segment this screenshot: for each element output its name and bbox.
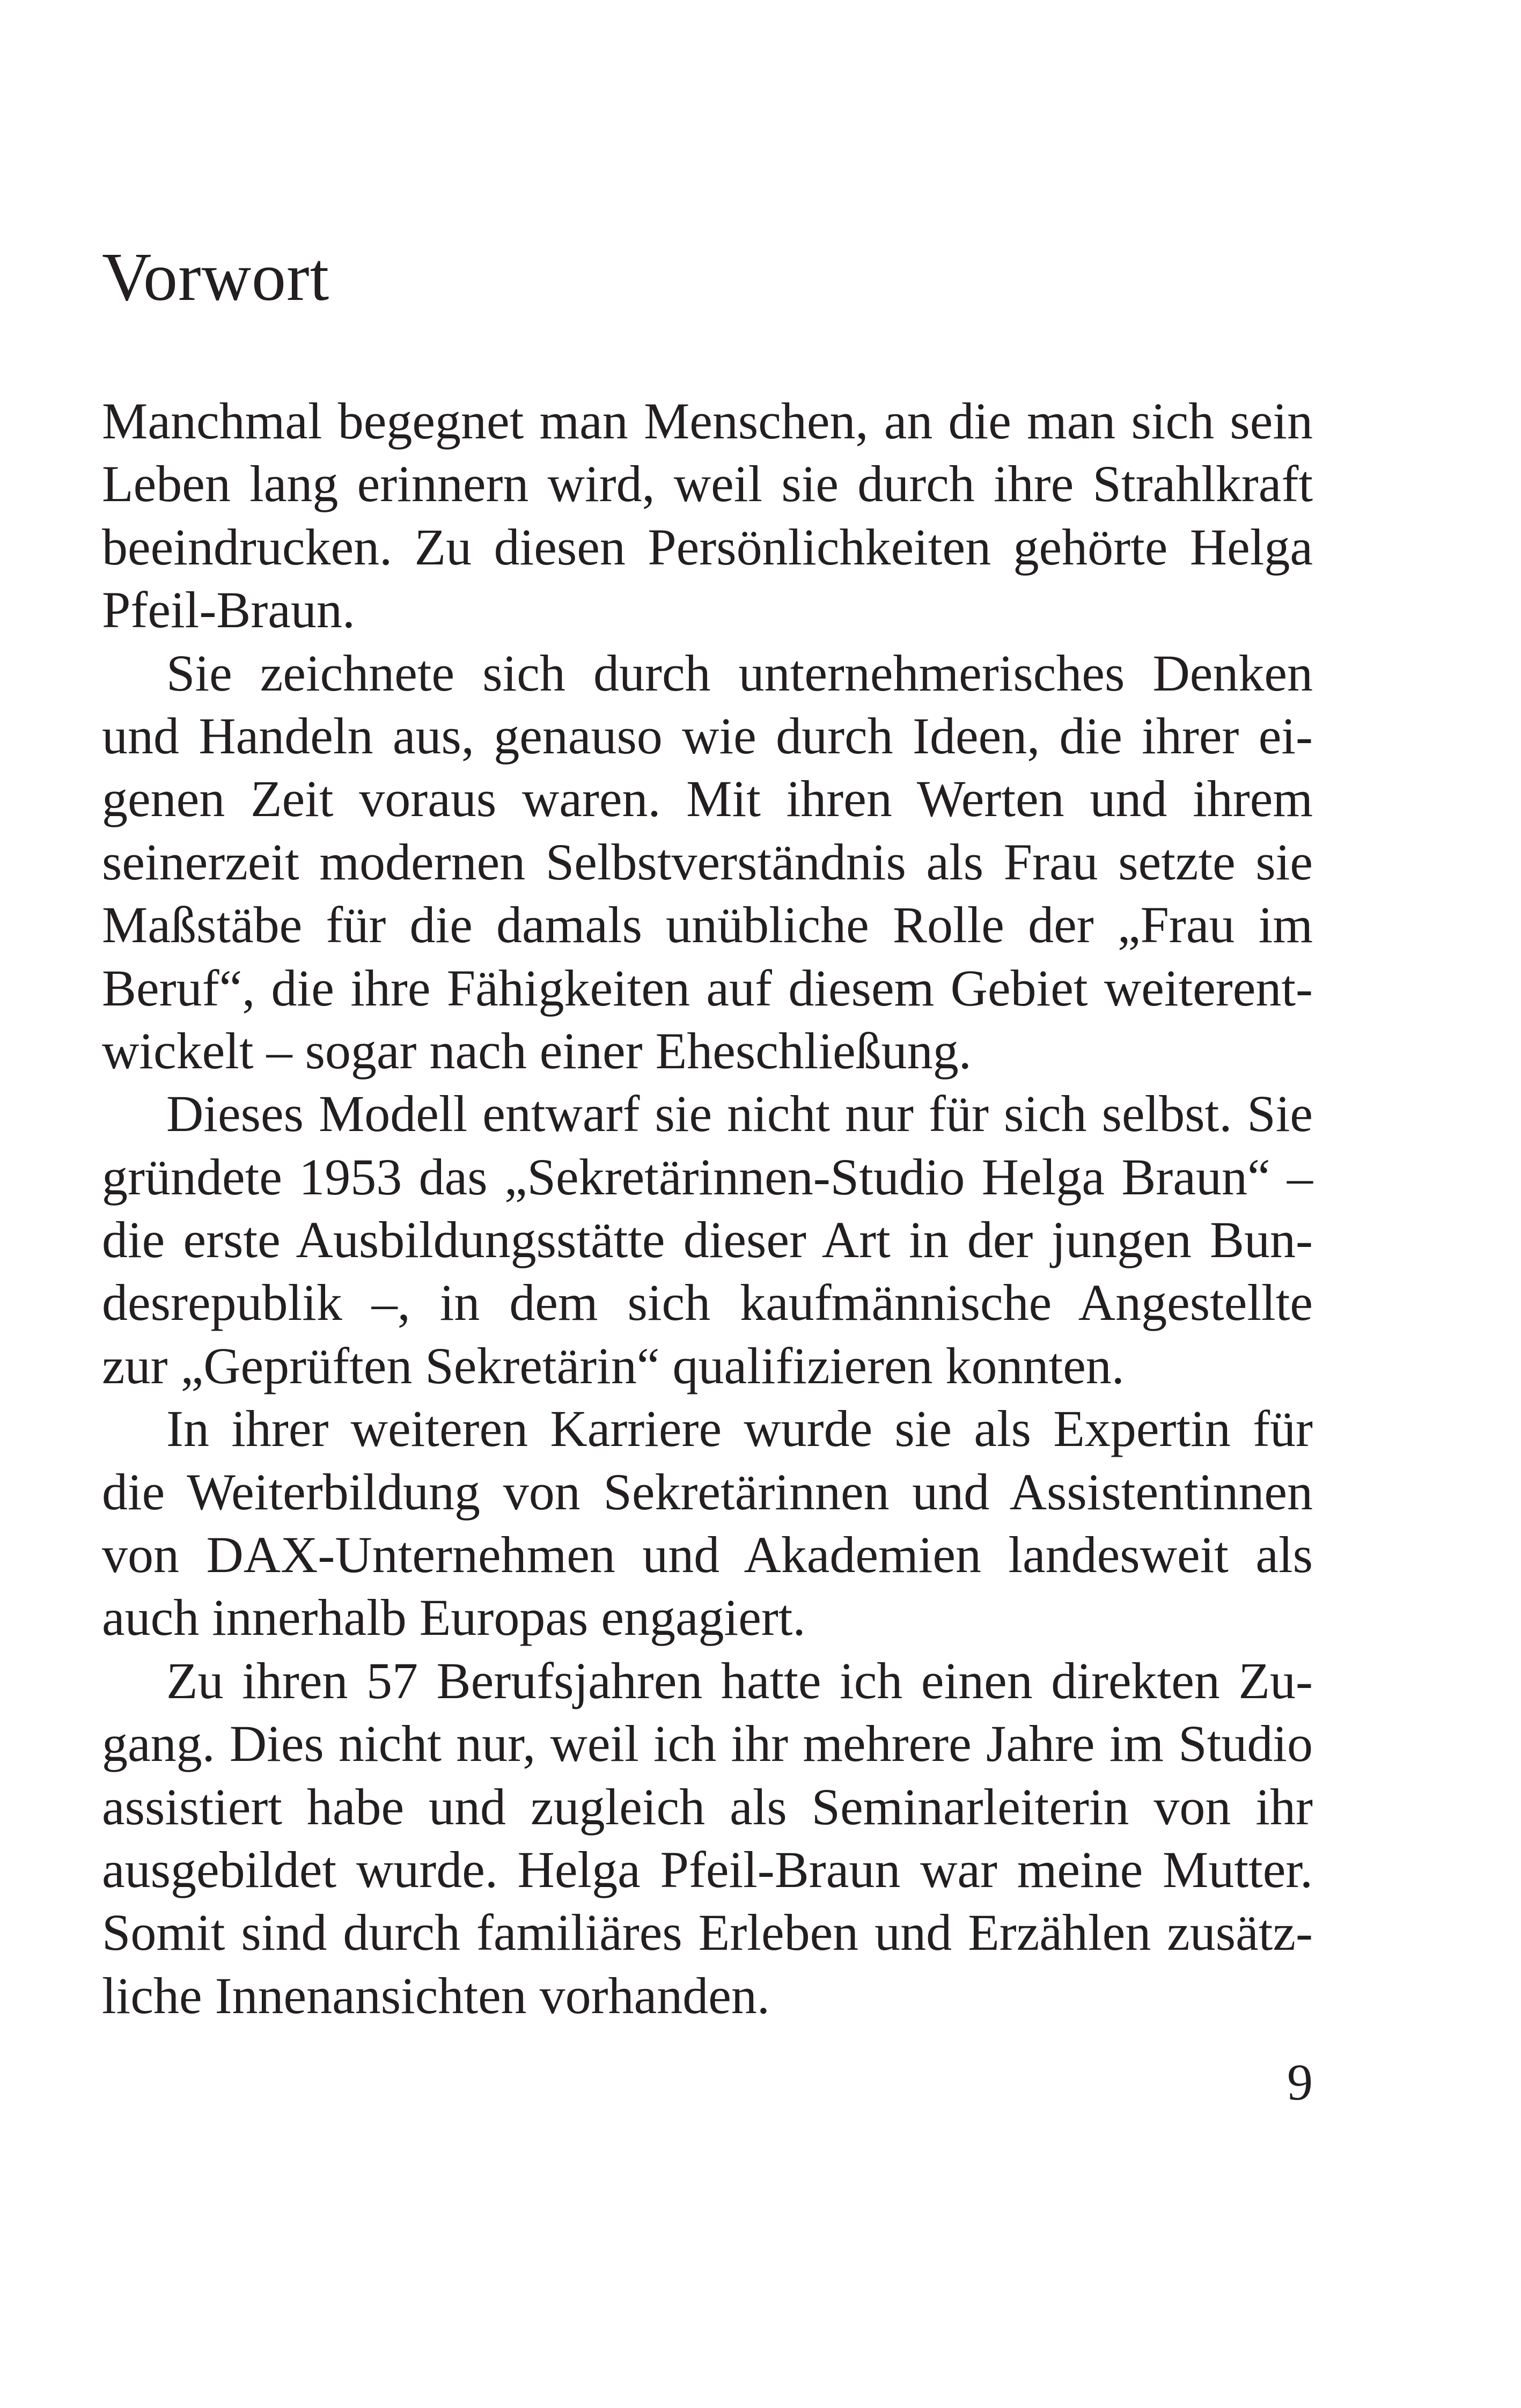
text-line: genen Zeit voraus waren. Mit ihren Werten und ihrem	[102, 770, 1313, 828]
text-line: Sie zeichnete sich durch unternehmerisches Denken	[166, 644, 1313, 702]
text-line: gründete 1953 das „Sekretärinnen-Studio Helga Braun“ –	[102, 1148, 1313, 1206]
text-line: In ihrer weiteren Karriere wurde sie als Expertin für	[166, 1400, 1313, 1458]
text-line: wickelt – sogar nach einer Eheschließung.	[102, 1022, 972, 1080]
text-line: Manchmal begegnet man Menschen, an die man sich sein	[102, 392, 1313, 450]
text-line: Pfeil-Braun.	[102, 581, 355, 639]
text-line: und Handeln aus, genauso wie durch Ideen, die ihrer ei-	[102, 707, 1313, 765]
text-line: desrepublik –, in dem sich kaufmännische Angestellte	[102, 1274, 1313, 1332]
text-line: Zu ihren 57 Berufsjahren hatte ich einen direkten Zu-	[166, 1651, 1313, 1709]
text-line: die erste Ausbildungsstätte dieser Art in der jungen Bun-	[102, 1211, 1313, 1269]
text-line: von DAX-Unternehmen und Akademien landesweit als	[102, 1526, 1313, 1584]
chapter-title: Vorwort	[102, 239, 330, 315]
body-text	[102, 390, 1313, 2027]
text-line: Beruf“, die ihre Fähigkeiten auf diesem Gebiet weiterent-	[102, 959, 1313, 1017]
text-line: zur „Geprüften Sekretärin“ qualifizieren konnten.	[102, 1337, 1125, 1394]
text-line: beeindrucken. Zu diesen Persönlichkeiten gehörte Helga	[102, 518, 1313, 576]
text-line: Maßstäbe für die damals unübliche Rolle der „Frau im	[102, 896, 1313, 954]
text-line: auch innerhalb Europas engagiert.	[102, 1589, 806, 1647]
text-line: assistiert habe und zugleich als Seminarleiterin von ihr	[102, 1778, 1313, 1836]
text-line: ausgebildet wurde. Helga Pfeil-Braun war meine Mutter.	[102, 1840, 1313, 1898]
text-line: gang. Dies nicht nur, weil ich ihr mehrere Jahre im Studio	[102, 1715, 1313, 1773]
text-line: Leben lang erinnern wird, weil sie durch ihre Strahlkraft	[102, 455, 1313, 513]
text-line: seinerzeit modernen Selbstverständnis als Frau setzte sie	[102, 833, 1313, 891]
text-line: Somit sind durch familiäres Erleben und Erzählen zusätz-	[102, 1904, 1313, 1962]
page-number: 9	[1287, 2053, 1313, 2111]
text-line: die Weiterbildung von Sekretärinnen und Assistentinnen	[102, 1463, 1313, 1521]
text-line: liche Innenansichten vorhanden.	[102, 1966, 770, 2024]
text-line: Dieses Modell entwarf sie nicht nur für sich selbst. Sie	[166, 1085, 1313, 1143]
